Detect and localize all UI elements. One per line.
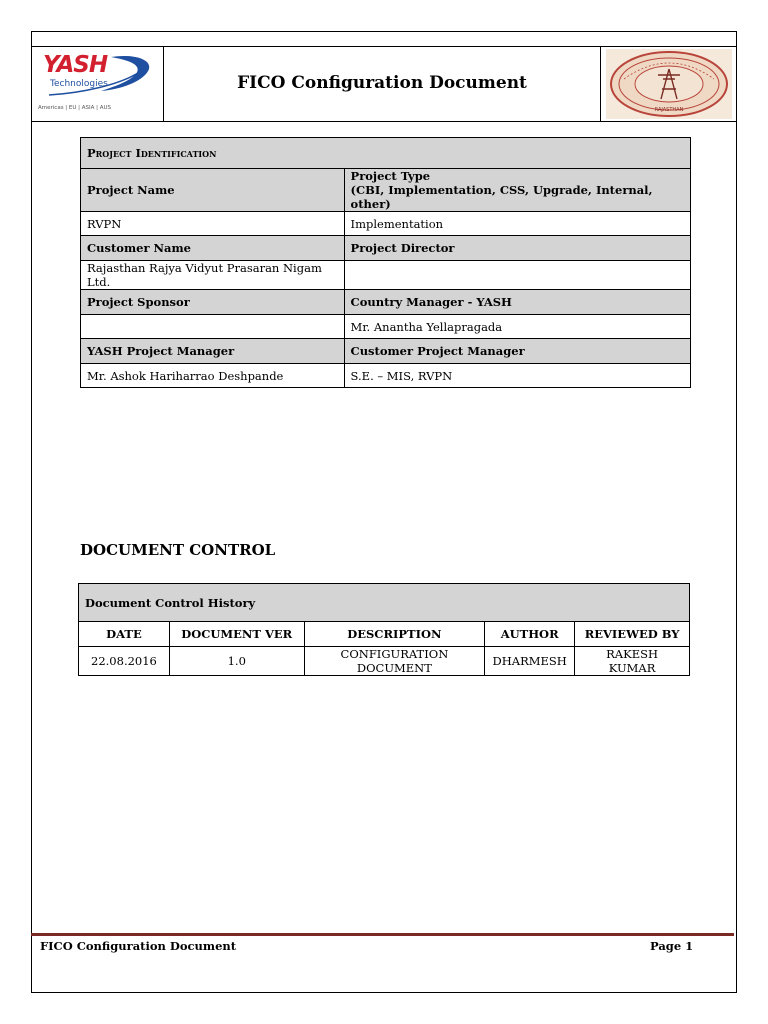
- label-project-type: [344, 169, 690, 212]
- value-project-director: [344, 261, 690, 290]
- column-header-date: DATE: [79, 622, 170, 647]
- document-control-table: [78, 583, 690, 676]
- value-yash-project-manager: Mr. Ashok Hariharrao Deshpande: [81, 364, 345, 388]
- value-customer-project-manager: S.E. – MIS, RVPN: [344, 364, 690, 388]
- project-identification-table: [80, 137, 691, 388]
- logo-regions: Americas | EU | ASIA | AUS: [38, 105, 112, 111]
- label-customer-name: Customer Name: [81, 236, 345, 261]
- company-logo: [31, 47, 164, 121]
- value-project-name: RVPN: [81, 212, 345, 236]
- label-project-sponsor: Project Sponsor: [81, 290, 345, 315]
- logo-subtitle: Technologies: [50, 79, 108, 89]
- document-header: [31, 46, 737, 122]
- table-row: [79, 647, 690, 676]
- document-control-history-title: Document Control History: [79, 584, 690, 622]
- logo-brand: YASH: [43, 52, 108, 78]
- cell-author: DHARMESH: [485, 647, 575, 676]
- column-header-description: DESCRIPTION: [304, 622, 485, 647]
- label-project-type-text: Project Type: [350, 169, 431, 183]
- column-header-document-ver: DOCUMENT VER: [169, 622, 304, 647]
- cell-reviewed-by: RAKESH KUMAR: [575, 647, 690, 676]
- label-customer-project-manager: Customer Project Manager: [344, 339, 690, 364]
- value-country-manager: Mr. Anantha Yellapragada: [344, 315, 690, 339]
- value-project-type: Implementation: [344, 212, 690, 236]
- page-number: Page 1: [650, 939, 694, 953]
- cell-description: CONFIGURATION DOCUMENT: [304, 647, 485, 676]
- column-header-author: AUTHOR: [485, 622, 575, 647]
- label-yash-project-manager: YASH Project Manager: [81, 339, 345, 364]
- column-header-reviewed-by: REVIEWED BY: [575, 622, 690, 647]
- footer-rule: [31, 933, 734, 936]
- label-project-name: Project Name: [81, 169, 345, 212]
- cell-document-ver: 1.0: [169, 647, 304, 676]
- document-control-heading: DOCUMENT CONTROL: [80, 541, 276, 559]
- value-project-sponsor: [81, 315, 345, 339]
- label-country-manager: Country Manager - YASH: [344, 290, 690, 315]
- cell-date: 22.08.2016: [79, 647, 170, 676]
- seal-caption: RAJASTHAN: [654, 107, 684, 113]
- rvpn-seal-icon: [606, 49, 732, 119]
- customer-seal: [600, 47, 737, 121]
- label-project-director: Project Director: [344, 236, 690, 261]
- project-identification-title: Project Identification: [81, 138, 691, 169]
- footer-document-title: FICO Configuration Document: [40, 939, 237, 953]
- label-project-type-options: (CBI, Implementation, CSS, Upgrade, Internal, other): [350, 183, 653, 211]
- document-title: FICO Configuration Document: [237, 73, 527, 93]
- value-customer-name: Rajasthan Rajya Vidyut Prasaran Nigam Ltd.: [81, 261, 345, 290]
